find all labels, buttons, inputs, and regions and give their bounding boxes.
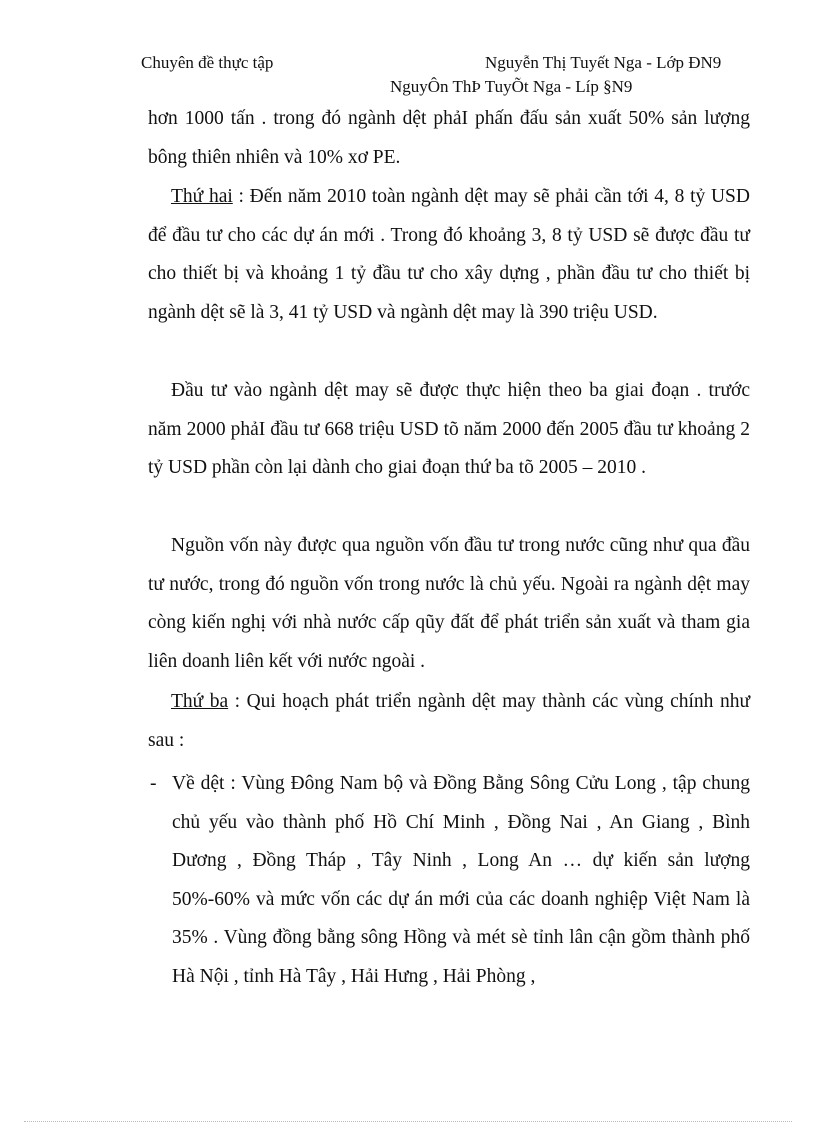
paragraph-2 (148, 178, 750, 332)
paragraph-5-label: Thứ ba (171, 691, 229, 712)
page-bottom-border (24, 1121, 792, 1122)
header-left-title: Chuyên đề thực tập (141, 53, 274, 72)
list-item: Về dệt : Vùng Đông Nam bộ và Đồng Bằng Sông Cửu Long , tập chung chủ yếu vào thành phố Hồ Chí Minh , Đồng Nai , An Giang , Bình Dương , Đồng Tháp , Tây Ninh , Long An … dự kiến sản lượng 50%-60% và mức vốn các dự án mới của các doanh nghiệp Việt Nam là 35% . Vùng đồng bằng sông Hồng và mét sè tỉnh lân cận gồm thành phố Hà Nội , tỉnh Hà Tây , Hải Hưng , Hải Phòng , (172, 773, 750, 987)
paragraph-2-text: : Đến năm 2010 toàn ngành dệt may sẽ phải cần tới 4, 8 tỷ USD để đầu tư cho các dự án mới . Trong đó khoảng 3, 8 tỷ USD sẽ được đầu tư cho thiết bị và khoảng 1 tỷ đầu tư cho xây dựng , phần đầu tư cho thiết bị ngành dệt sẽ là 3, 41 tỷ USD và ngành dệt may là 390 triệu USD. (148, 186, 750, 323)
paragraph-2-label: Thứ hai (171, 186, 233, 207)
paragraph-5-text: : Qui hoạch phát triển ngành dệt may thành các vùng chính như sau : (148, 691, 751, 751)
header-author: Nguyễn Thị Tuyết Nga - Lớp ĐN9 (485, 53, 722, 72)
paragraph-5 (148, 683, 750, 760)
list-bullet: - (150, 773, 157, 794)
paragraph-3: Đầu tư vào ngành dệt may sẽ được thực hiện theo ba giai đoạn . trước năm 2000 phảI đầu tư 668 triệu USD tõ năm 2000 đến 2005 đầu tư khoảng 2 tỷ USD phần còn lại dành cho giai đoạn thứ ba tõ 2005 – 2010 . (148, 380, 750, 479)
paragraph-1: hơn 1000 tấn . trong đó ngành dệt phảI phấn đấu sản xuất 50% sản lượng bông thiên nhiên và 10% xơ PE. (148, 108, 750, 168)
paragraph-4: Nguồn vốn này được qua nguồn vốn đầu tư trong nước cũng như qua đầu tư nước, trong đó nguồn vốn trong nước là chủ yếu. Ngoài ra ngành dệt may còng kiến nghị với nhà nước cấp qũy đất để phát triển sản xuất và tham gia liên doanh liên kết với nước ngoài . (148, 535, 750, 672)
header-author-garbled: NguyÔn ThÞ TuyÕt Nga - Líp §N9 (390, 77, 633, 96)
